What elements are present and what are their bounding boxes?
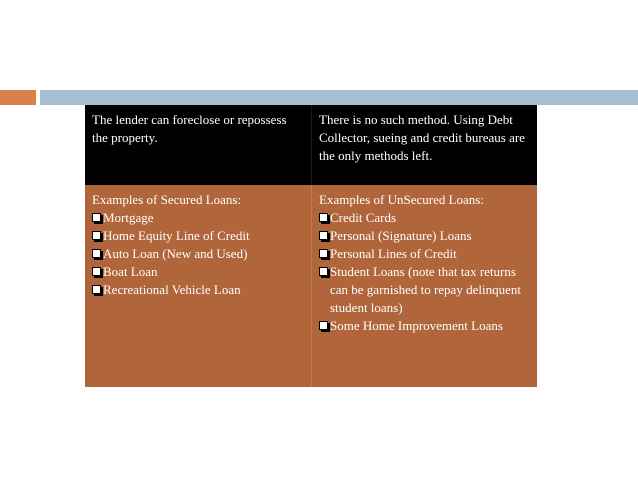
secured-remedy-cell: The lender can foreclose or repossess the property. [92,112,287,145]
list-item: Personal Lines of Credit [319,245,530,263]
list-item: Boat Loan [92,263,304,281]
secured-examples-cell [85,185,311,387]
list-item: Personal (Signature) Loans [319,227,530,245]
secured-examples-heading: Examples of Secured Loans: [92,192,242,207]
list-item: Mortgage [92,209,304,227]
table-row [85,185,537,387]
unsecured-examples-list [319,209,530,335]
checkbox-icon [319,267,328,276]
secured-examples-list [92,209,304,299]
checkbox-icon [92,249,101,258]
list-item: Home Equity Line of Credit [92,227,304,245]
list-item: Auto Loan (New and Used) [92,245,304,263]
checkbox-icon [92,213,101,222]
checkbox-icon [319,231,328,240]
unsecured-remedy-cell: There is no such method. Using Debt Collector, sueing and credit bureaus are the only methods left. [311,105,537,185]
list-item: Student Loans (note that tax returns can be garnished to repay delinquent student loans) [319,263,530,317]
list-item: Recreational Vehicle Loan [92,281,304,299]
checkbox-icon [319,321,328,330]
accent-bar-orange [0,90,36,105]
list-item: Credit Cards [319,209,530,227]
accent-bar-blue [40,90,638,105]
unsecured-examples-cell [311,185,537,387]
unsecured-examples-heading: Examples of UnSecured Loans: [319,192,484,207]
comparison-table [85,105,537,387]
checkbox-icon [92,285,101,294]
checkbox-icon [92,231,101,240]
list-item: Some Home Improvement Loans [319,317,530,335]
checkbox-icon [319,249,328,258]
checkbox-icon [92,267,101,276]
table-row [85,105,537,185]
checkbox-icon [319,213,328,222]
